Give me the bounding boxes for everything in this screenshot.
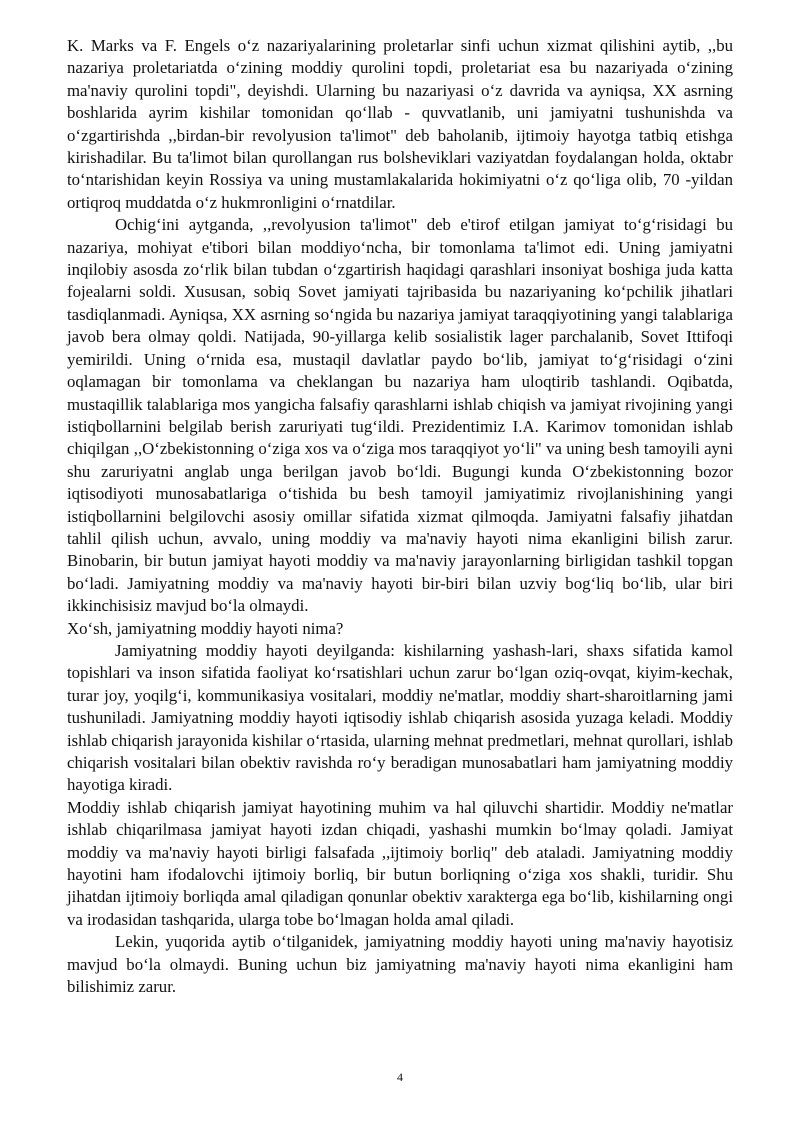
- paragraph-revolutionary-theory: Ochig‘ini aytganda, ,,revolyusion ta'limot" deb e'tirof etilgan jamiyat to‘g‘risidagi bu nazariya, mohiyat e'tibori bilan moddiyo‘ncha, bir tomonlama ta'limot edi. Uning jamiyatni inqilobiy asosda zo‘rlik bilan tubdan o‘zgartirish haqidagi qarashlari insoniyat boshiga juda katta fojealarni soldi. Xususan, sobiq Sovet jamiyati tajribasida bu nazariyaning ko‘pchilik jihatlari tasdiqlanmadi. Ayniqsa, XX asrning so‘ngida bu nazariya jamiyat taraqqiyotining yangi talablariga javob bera olmay qoldi. Natijada, 90-yillarga kelib sosialistik lager parchalanib, Sovet Ittifoqi yemirildi. Uning o‘rnida esa, mustaqil davlatlar paydo bo‘lib, jamiyat to‘g‘risidagi o‘zini oqlamagan bir tomonlama va cheklangan bu nazariya ham uloqtirib tashlandi. Oqibatda, mustaqillik talablariga mos yangicha falsafiy qarashlarni ishlab chiqish va jamiyat rivojining yangi istiqbollarnini belgilab berish zaruriyati tug‘ildi. Prezidentimiz I.A. Karimov tomonidan ishlab chiqilgan ,,O‘zbekistonning o‘ziga xos va o‘ziga mos taraqqiyot yo‘li" va uning besh tamoyili ayni shu zaruriyatni anglab unga berilgan javob bo‘ldi. Bugungi kunda O‘zbekistonning bozor iqtisodiyoti munosabatlariga o‘tishida bu besh tamoyil jamiyatimiz rivojlanishining yangi istiqbollarnini belgilovchi asosiy omillar sifatida xizmat qilmoqda. Jamiyatni falsafiy jihatdan tahlil qilish uchun, avvalo, uning moddiy va ma'naviy hayoti nima ekanligini bilish zarur. Binobarin, bir butun jamiyat hayoti moddiy va ma'naviy jarayonlarning birligidan tashkil topgan bo‘ladi. Jamiyatning moddiy va ma'naviy hayoti bir-biri bilan uzviy bog‘liq bo‘lib, ular biri ikkinchisisiz mavjud bo‘la olmaydi.: [67, 215, 733, 616]
- paragraph-marx-engels: K. Marks va F. Engels o‘z nazariyalarining proletarlar sinfi uchun xizmat qilishini aytib, ,,bu nazariya proletariatda o‘zining moddiy qurolini topdi, proletariat esa bu nazariyada o‘zining ma'naviy qurolini topdi", deyishdi. Ularning bu nazariyasi o‘z davrida va ayniqsa, XX asrning boshlarida ayrim kishilar tomonidan qo‘llab - quvvatlanib, uni jamiyatni tushunishda va o‘zgartirishda ,,birdan-bir revolyusion ta'limot" deb baholanib, ijtimoiy hayotga tatbiq etishga kirishadilar. Bu ta'limot bilan qurollangan rus bolsheviklari vaziyatdan foydalangan holda, oktabr to‘ntarishidan keyin Rossiya va uning mustamlakalarida hokimiyatni o‘z qo‘liga olib, 70 -yildan ortiqroq muddatda o‘z hukmronligini o‘rnatdilar.: [67, 36, 733, 212]
- paragraph-material-production: Moddiy ishlab chiqarish jamiyat hayotining muhim va hal qiluvchi shartidir. Moddiy ne'matlar ishlab chiqarilmasa jamiyat hayoti izdan chiqadi, yashashi mumkin bo‘lmay qoladi. Jamiyat moddiy va ma'naviy hayoti birligi falsafada ,,ijtimoiy borliq" deb ataladi. Jamiyatning moddiy hayotini ham ifodalovchi ijtimoiy borliq, bir butun borliqning o‘ziga xos shakli, turidir. Shu jihatdan ijtimoiy borliqda amal qiladigan qonunlar obektiv xarakterga ega bo‘lib, kishilarning ongi va irodasidan tashqarida, ularga tobe bo‘lmagan holda amal qiladi.: [67, 797, 733, 929]
- paragraph-material-life: Jamiyatning moddiy hayoti deyilganda: kishilarning yashash-lari, shaxs sifatida kamol topishlari va inson sifatida faoliyat ko‘rsatishlari uchun zarur bo‘lgan oziq-ovqat, kiyim-kechak, turar joy, yoqilg‘i, kommunikasiya vositalari, moddiy ne'matlar, moddiy shart-sharoitlarning jami tushuniladi. Jamiyatning moddiy hayoti iqtisodiy ishlab chiqarish asosida yuzaga keladi. Moddiy ishlab chiqarish jarayonida kishilar o‘rtasida, ularning mehnat predmetlari, mehnat qurollari, ishlab chiqarish vositalari bilan obektiv ravishda ro‘y beradigan munosabatlari ham jamiyatning moddiy hayotiga kiradi.: [67, 640, 733, 795]
- paragraph-spiritual-life: Lekin, yuqorida aytib o‘tilganidek, jamiyatning moddiy hayoti uning ma'naviy hayotisiz mavjud bo‘la olmaydi. Buning uchun biz jamiyatning ma'naviy hayoti nima ekanligini ham bilishimiz zarur.: [67, 932, 733, 997]
- question-heading: Xo‘sh, jamiyatning moddiy hayoti nima?: [67, 618, 344, 638]
- page-number: 4: [397, 1070, 403, 1084]
